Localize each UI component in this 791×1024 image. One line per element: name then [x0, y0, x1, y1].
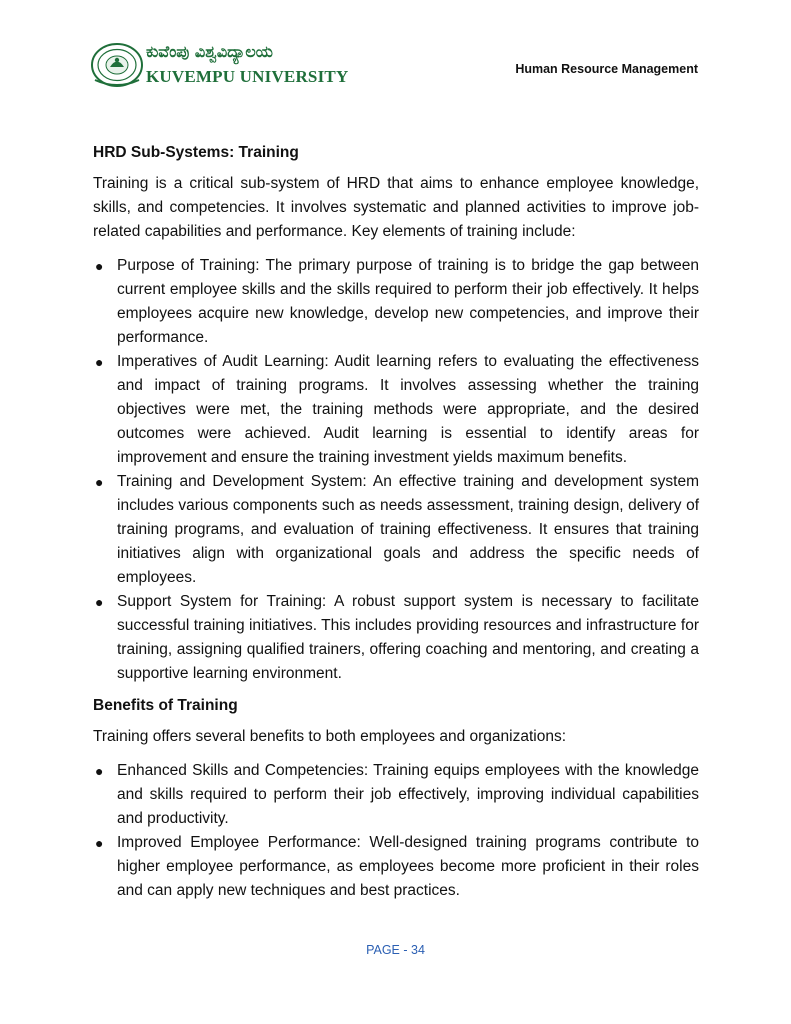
list-item — [93, 590, 699, 686]
list-item — [93, 350, 699, 470]
list-item-text: Enhanced Skills and Competencies: Training equips employees with the knowledge and skills required to perform their job effectively, improving individual capabilities and productivity. — [117, 762, 699, 827]
section-intro-paragraph: Training is a critical sub-system of HRD that aims to enhance employee knowledge, skills, and competencies. It involves systematic and planned activities to improve job-related capabilities and performance. Key elements of training include: — [93, 175, 699, 240]
training-elements-list — [93, 254, 699, 686]
university-logo — [90, 40, 349, 92]
section-heading-benefits: Benefits of Training — [93, 697, 238, 714]
list-item — [93, 470, 699, 590]
list-item — [93, 254, 699, 350]
benefits-list — [93, 759, 699, 903]
bullet-icon: ● — [95, 594, 104, 610]
course-title: Human Resource Management — [515, 62, 698, 76]
logo-kannada-text: ಕುವೆಂಪು ವಿಶ್ವವಿದ್ಯಾಲಯ — [146, 42, 273, 61]
bullet-icon: ● — [95, 474, 104, 490]
benefits-intro-paragraph: Training offers several benefits to both employees and organizations: — [93, 728, 567, 745]
list-item-text: Improved Employee Performance: Well-designed training programs contribute to higher employee performance, as employees become more proficient in their roles and can apply new techniques and best practices. — [117, 834, 699, 899]
university-seal-icon — [90, 42, 144, 88]
list-item — [93, 831, 699, 903]
bullet-icon: ● — [95, 258, 104, 274]
page-number: PAGE - 34 — [366, 943, 425, 957]
list-item-text: Training and Development System: An effective training and development system includes various components such as needs assessment, training design, delivery of training programs, and evaluation of training effectiveness. It ensures that training initiatives align with organizational goals and address the specific needs of employees. — [117, 473, 699, 586]
bullet-icon: ● — [95, 763, 104, 779]
bullet-icon: ● — [95, 354, 104, 370]
logo-university-name: KUVEMPU UNIVERSITY — [146, 67, 349, 86]
list-item-text: Imperatives of Audit Learning: Audit learning refers to evaluating the effectiveness and impact of training programs. It involves assessing whether the training objectives were met, the training methods were appropriate, and the desired outcomes were achieved. Audit learning is essential to identify areas for improvement and ensure the training investment yields maximum benefits. — [117, 353, 699, 466]
page-content — [93, 143, 699, 913]
bullet-icon: ● — [95, 835, 104, 851]
list-item-text: Support System for Training: A robust support system is necessary to facilitate successful training initiatives. This includes providing resources and infrastructure for training, assigning qualified trainers, offering coaching and mentoring, and creating a supportive learning environment. — [117, 593, 699, 682]
section-heading-hrd-training: HRD Sub-Systems: Training — [93, 144, 299, 161]
list-item-text: Purpose of Training: The primary purpose of training is to bridge the gap between current employee skills and the skills required to perform their job effectively. It helps employees acquire new knowledge, develop new competencies, and improve their performance. — [117, 257, 699, 346]
list-item — [93, 759, 699, 831]
